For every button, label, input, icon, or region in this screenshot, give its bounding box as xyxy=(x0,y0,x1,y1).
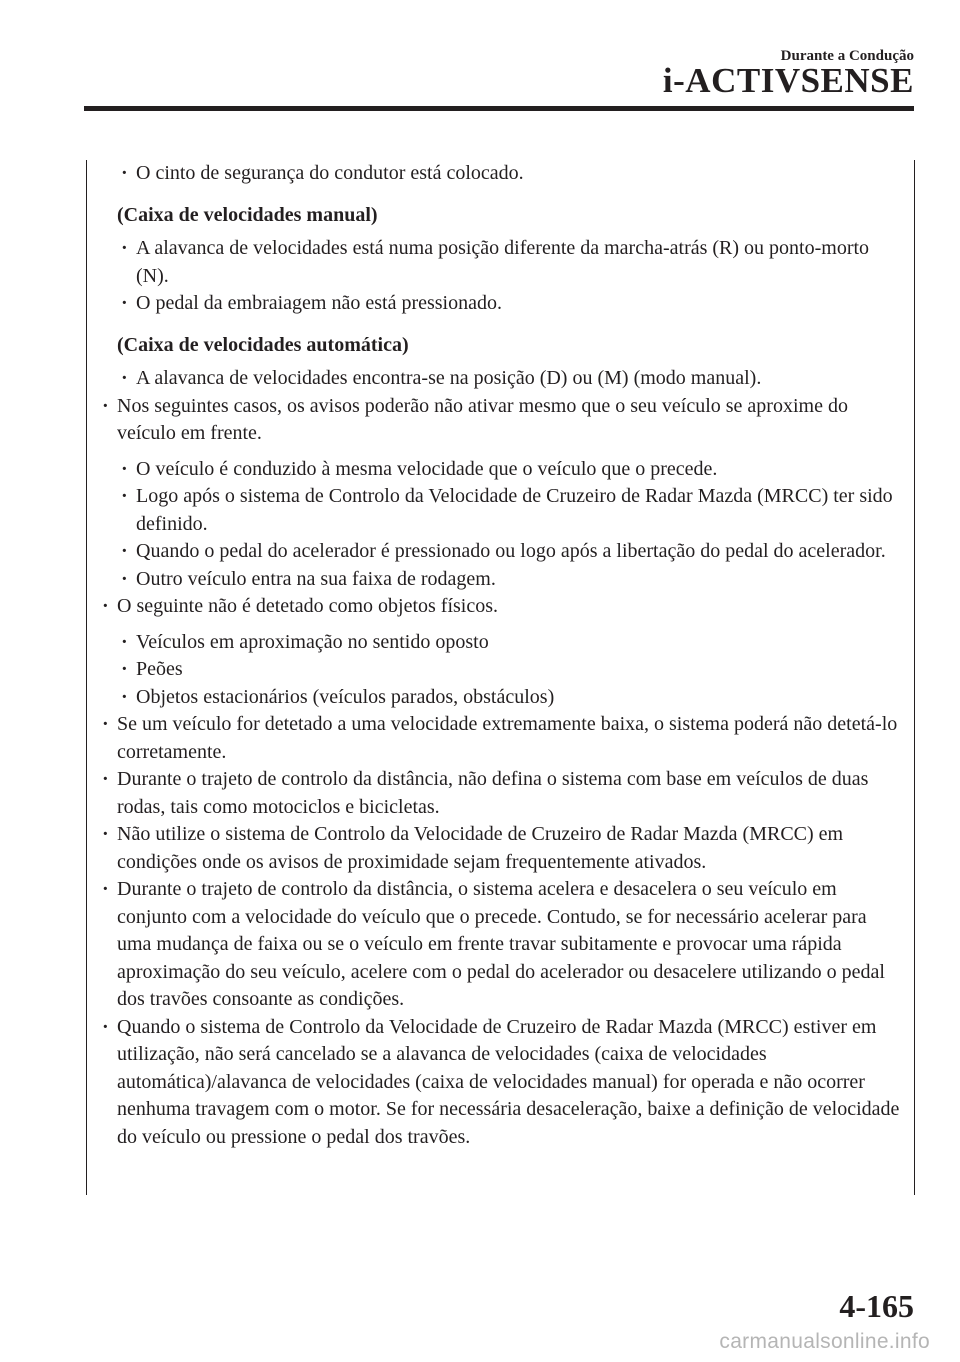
list-item: · Não utilize o sistema de Controlo da Velocidade de Cruzeiro de Radar Mazda (MRCC) em condições onde os avisos de proximidade sejam frequentemente ativados. xyxy=(100,821,900,876)
list-item: · O cinto de segurança do condutor está colocado. xyxy=(100,160,900,188)
list-item: · Nos seguintes casos, os avisos poderão não ativar mesmo que o seu veículo se aproxime do veículo em frente. xyxy=(100,393,900,448)
list-item: · Quando o sistema de Controlo da Velocidade de Cruzeiro de Radar Mazda (MRCC) estiver em utilização, não será cancelado se a alavanca de velocidades (caixa de velocidades automática)/alavanca de velocidades (caixa de velocidades manual) for operada e não ocorrer nenhuma travagem com o motor. Se for necessária desaceleração, baixe a definição de velocidade do veículo ou pressione o pedal dos travões. xyxy=(100,1014,900,1152)
body-text xyxy=(100,160,900,1151)
list-item: · Logo após o sistema de Controlo da Velocidade de Cruzeiro de Radar Mazda (MRCC) ter sido definido. xyxy=(100,483,900,538)
list-item: · Veículos em aproximação no sentido oposto xyxy=(100,629,900,657)
list-item: · A alavanca de velocidades encontra-se na posição (D) ou (M) (modo manual). xyxy=(100,365,900,393)
list-item: · Durante o trajeto de controlo da distância, o sistema acelera e desacelera o seu veículo em conjunto com a velocidade do veículo que o precede. Contudo, se for necessário acelerar para uma mudança de faixa ou se o veículo em frente travar subitamente e provocar uma rápida aproximação do seu veículo, acelere com o pedal do acelerador ou desacelere utilizando o pedal dos travões consoante as condições. xyxy=(100,876,900,1014)
left-margin-line xyxy=(86,160,87,1195)
watermark: carmanualsonline.info xyxy=(719,1330,930,1353)
page-number: 4-165 xyxy=(839,1288,914,1324)
subheading-manual: (Caixa de velocidades manual) xyxy=(117,203,378,226)
list-item: · Peões xyxy=(100,656,900,684)
section-name: Durante a Condução xyxy=(780,48,914,64)
list-item: · O veículo é conduzido à mesma velocidade que o veículo que o precede. xyxy=(100,456,900,484)
subheading-automatic: (Caixa de velocidades automática) xyxy=(117,333,409,356)
list-item: · Durante o trajeto de controlo da distância, não defina o sistema com base em veículos de duas rodas, tais como motociclos e bicicletas. xyxy=(100,766,900,821)
list-item: · Outro veículo entra na sua faixa de rodagem. xyxy=(100,566,900,594)
list-item: · Se um veículo for detetado a uma velocidade extremamente baixa, o sistema poderá não detetá-lo corretamente. xyxy=(100,711,900,766)
list-item: · O pedal da embraiagem não está pressionado. xyxy=(100,290,900,318)
list-item: · Objetos estacionários (veículos parados, obstáculos) xyxy=(100,684,900,712)
list-item: · O seguinte não é detetado como objetos físicos. xyxy=(100,593,900,621)
page-title: i-ACTIVSENSE xyxy=(662,61,914,100)
list-item: · A alavanca de velocidades está numa posição diferente da marcha-atrás (R) ou ponto-morto (N). xyxy=(100,235,900,290)
header-rule xyxy=(84,106,914,111)
list-item: · Quando o pedal do acelerador é pressionado ou logo após a libertação do pedal do acelerador. xyxy=(100,538,900,566)
right-margin-line xyxy=(914,160,915,1195)
